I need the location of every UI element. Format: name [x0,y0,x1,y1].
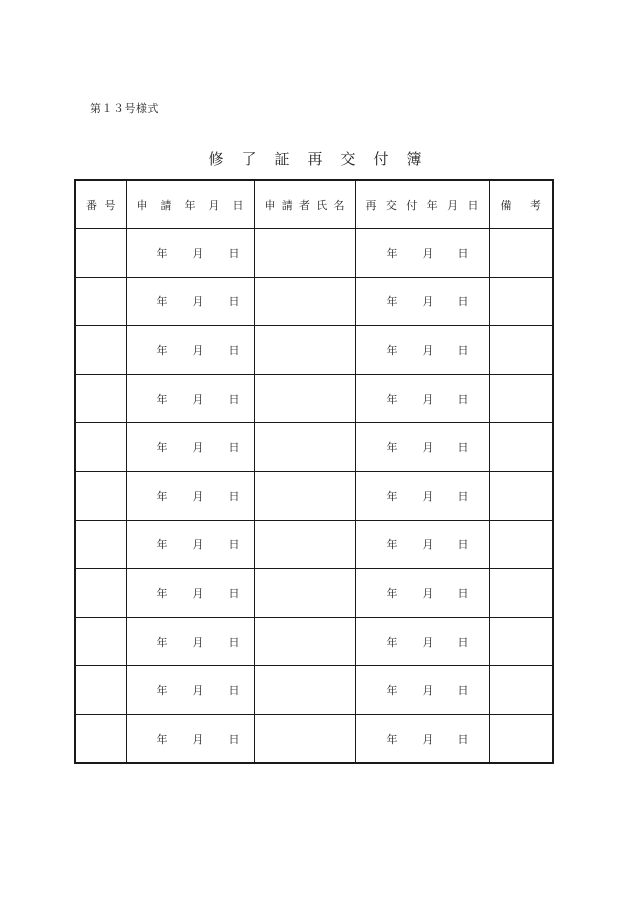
date-year-label: 年 [156,489,168,503]
applicant-name-cell[interactable] [254,423,355,472]
date-year-label: 年 [156,295,168,309]
date-month-label: 月 [422,246,434,260]
date-year-label: 年 [386,684,398,698]
application-date-cell[interactable] [126,423,254,472]
remarks-cell[interactable] [489,520,553,569]
reissue-date-cell[interactable] [355,715,489,764]
table-row [75,277,553,326]
reissue-date-cell[interactable] [355,277,489,326]
reissue-date-cell[interactable] [355,520,489,569]
table-row [75,423,553,472]
application-date-cell[interactable] [126,715,254,764]
application-date-cell[interactable] [126,666,254,715]
header-applicant-name: 申 請 者 氏 名 [254,180,355,229]
number-cell[interactable] [75,277,126,326]
date-month-label: 月 [422,635,434,649]
remarks-cell[interactable] [489,666,553,715]
reissue-date-cell[interactable] [355,374,489,423]
application-date-cell[interactable] [126,326,254,375]
table-row [75,374,553,423]
title-char: 証 [274,150,290,168]
date-day-label: 日 [228,392,240,406]
title-char: 再 [307,150,323,168]
date-day-label: 日 [228,635,240,649]
date-year-label: 年 [386,635,398,649]
date-day-label: 日 [457,246,469,260]
document-title [0,148,630,169]
date-day-label: 日 [457,587,469,601]
date-month-label: 月 [192,538,204,552]
remarks-cell[interactable] [489,326,553,375]
date-year-label: 年 [386,441,398,455]
application-date-cell[interactable] [126,520,254,569]
table-row [75,715,553,764]
date-month-label: 月 [192,392,204,406]
applicant-name-cell[interactable] [254,617,355,666]
application-date-cell[interactable] [126,277,254,326]
number-cell[interactable] [75,617,126,666]
date-year-label: 年 [386,587,398,601]
applicant-name-cell[interactable] [254,472,355,521]
date-month-label: 月 [422,441,434,455]
date-month-label: 月 [422,344,434,358]
reissue-date-cell[interactable] [355,666,489,715]
header-row [75,180,553,229]
date-year-label: 年 [386,538,398,552]
date-day-label: 日 [228,489,240,503]
applicant-name-cell[interactable] [254,520,355,569]
date-day-label: 日 [228,246,240,260]
application-date-cell[interactable] [126,617,254,666]
title-char: 簿 [406,150,422,168]
table-row [75,520,553,569]
date-day-label: 日 [457,295,469,309]
title-char: 修 [208,150,224,168]
date-month-label: 月 [192,295,204,309]
remarks-cell[interactable] [489,229,553,278]
date-year-label: 年 [156,344,168,358]
date-day-label: 日 [457,538,469,552]
date-year-label: 年 [156,732,168,746]
number-cell[interactable] [75,374,126,423]
header-remarks: 備 考 [489,180,553,229]
applicant-name-cell[interactable] [254,666,355,715]
form-number: 第１３号様式 [90,102,159,115]
date-year-label: 年 [386,344,398,358]
reissue-date-cell[interactable] [355,423,489,472]
title-char: 付 [373,150,389,168]
header-reissue-date: 再 交 付 年 月 日 [355,180,489,229]
date-year-label: 年 [156,441,168,455]
date-month-label: 月 [192,441,204,455]
date-day-label: 日 [228,732,240,746]
number-cell[interactable] [75,326,126,375]
date-day-label: 日 [457,489,469,503]
date-month-label: 月 [422,684,434,698]
remarks-cell[interactable] [489,617,553,666]
applicant-name-cell[interactable] [254,569,355,618]
date-month-label: 月 [192,246,204,260]
date-month-label: 月 [422,587,434,601]
number-cell[interactable] [75,569,126,618]
applicant-name-cell[interactable] [254,715,355,764]
date-year-label: 年 [156,684,168,698]
date-month-label: 月 [192,344,204,358]
reissue-date-cell[interactable] [355,569,489,618]
application-date-cell[interactable] [126,569,254,618]
table-row [75,229,553,278]
date-day-label: 日 [457,684,469,698]
date-day-label: 日 [457,344,469,358]
date-year-label: 年 [156,246,168,260]
number-cell[interactable] [75,472,126,521]
date-day-label: 日 [457,441,469,455]
date-month-label: 月 [422,732,434,746]
reissue-date-cell[interactable] [355,617,489,666]
application-date-cell[interactable] [126,472,254,521]
remarks-cell[interactable] [489,277,553,326]
header-number: 番 号 [75,180,126,229]
remarks-cell[interactable] [489,715,553,764]
remarks-cell[interactable] [489,423,553,472]
date-year-label: 年 [156,587,168,601]
date-month-label: 月 [192,684,204,698]
title-char: 交 [340,150,356,168]
reissue-date-cell[interactable] [355,229,489,278]
date-year-label: 年 [156,538,168,552]
date-day-label: 日 [228,441,240,455]
applicant-name-cell[interactable] [254,229,355,278]
table-row [75,326,553,375]
date-day-label: 日 [228,538,240,552]
remarks-cell[interactable] [489,472,553,521]
application-date-cell[interactable] [126,229,254,278]
date-month-label: 月 [192,732,204,746]
date-month-label: 月 [422,295,434,309]
date-day-label: 日 [457,635,469,649]
applicant-name-cell[interactable] [254,326,355,375]
title-char: 了 [241,150,257,168]
date-year-label: 年 [386,246,398,260]
date-day-label: 日 [228,344,240,358]
date-year-label: 年 [386,295,398,309]
table-row [75,617,553,666]
remarks-cell[interactable] [489,374,553,423]
number-cell[interactable] [75,715,126,764]
number-cell[interactable] [75,423,126,472]
date-day-label: 日 [457,732,469,746]
date-day-label: 日 [228,684,240,698]
number-cell[interactable] [75,666,126,715]
reissue-date-cell[interactable] [355,472,489,521]
date-year-label: 年 [386,732,398,746]
applicant-name-cell[interactable] [254,277,355,326]
header-application-date: 申 請 年 月 日 [126,180,254,229]
date-month-label: 月 [422,392,434,406]
date-day-label: 日 [457,392,469,406]
date-month-label: 月 [422,489,434,503]
remarks-cell[interactable] [489,569,553,618]
date-month-label: 月 [192,587,204,601]
date-year-label: 年 [386,392,398,406]
date-year-label: 年 [156,635,168,649]
date-day-label: 日 [228,295,240,309]
table-row [75,472,553,521]
date-day-label: 日 [228,587,240,601]
number-cell[interactable] [75,520,126,569]
date-month-label: 月 [422,538,434,552]
reissue-date-cell[interactable] [355,326,489,375]
date-month-label: 月 [192,635,204,649]
reissue-register-table [74,179,554,764]
date-month-label: 月 [192,489,204,503]
date-year-label: 年 [386,489,398,503]
date-year-label: 年 [156,392,168,406]
number-cell[interactable] [75,229,126,278]
application-date-cell[interactable] [126,374,254,423]
applicant-name-cell[interactable] [254,374,355,423]
table-row [75,666,553,715]
table-row [75,569,553,618]
